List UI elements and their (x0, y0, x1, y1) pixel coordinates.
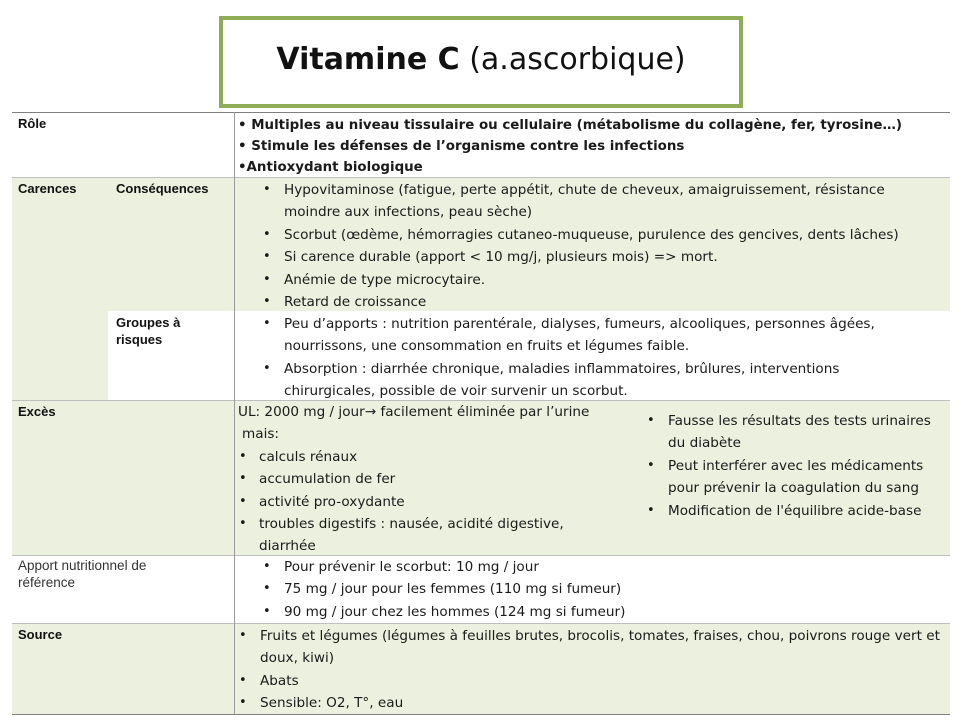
list-item: • Fruits et légumes (légumes à feuilles brutes, brocolis, tomates, fraises, chou, poivrons rouge vert et doux, kiwi) (236, 625, 948, 670)
title-main: Vitamine C (276, 41, 460, 77)
list-item: • Peut interférer avec les médicaments pour prévenir la coagulation du sang (644, 455, 944, 500)
list-item: • Abats (236, 670, 948, 692)
apport-list (260, 556, 924, 623)
label-source: Source (18, 627, 63, 642)
exces-right (644, 410, 944, 522)
exces-left (238, 401, 630, 558)
label-exces: Excès (18, 404, 56, 419)
label-groupes-line2: risques (116, 332, 163, 347)
exces-ul-prefix: UL: 2000 mg / jour (238, 404, 365, 420)
source-list (236, 625, 948, 715)
list-item: • Fausse les résultats des tests urinaires du diabète (644, 410, 944, 455)
list-item: • Absorption : diarrhée chronique, maladies inflammatoires, brûlures, interventions chirurgicales, possible de voir survenir un scorbut. (260, 358, 924, 403)
list-item: • 75 mg / jour pour les femmes (110 mg si fumeur) (260, 578, 924, 600)
label-apport (18, 557, 146, 591)
role-item: •Antioxydant biologique (238, 160, 423, 175)
list-item: • Scorbut (œdème, hémorragies cutaneo-muqueuse, purulence des gencives, dents lâches) (260, 224, 924, 246)
list-item: • Pour prévenir le scorbut: 10 mg / jour (260, 556, 924, 578)
list-item: • Peu d’apports : nutrition parentérale, dialyses, fumeurs, alcooliques, personnes âgées, nourrissons, une consommation en fruits et légumes faible. (260, 313, 924, 358)
list-item: • troubles digestifs : nausée, acidité digestive, diarrhée (236, 513, 579, 558)
list-item: • Sensible: O2, T°, eau (236, 692, 948, 714)
exces-ul-suffix: facilement éliminée par l’urine (376, 404, 590, 420)
label-role: Rôle (18, 116, 47, 131)
label-groupes-line1: Groupes à (116, 315, 181, 330)
role-item: • Stimule les défenses de l’organisme contre les infections (238, 139, 685, 154)
list-item: • Si carence durable (apport < 10 mg/j, plusieurs mois) => mort. (260, 246, 924, 268)
exces-mais: mais: (242, 426, 280, 443)
row-carences-label-bg (12, 311, 108, 400)
label-apport-line1: Apport nutritionnel de (18, 558, 147, 573)
list-item: • Anémie de type microcytaire. (260, 269, 924, 291)
exces-ul-line (238, 401, 630, 423)
title-sub: (a.ascorbique) (469, 41, 686, 77)
list-item: • Hypovitaminose (fatigue, perte appétit, chute de cheveux, amaigruissement, résistance moindre aux infections, peau sèche) (260, 179, 924, 224)
list-item: • Modification de l'équilibre acide-base (644, 500, 944, 522)
role-list (238, 115, 950, 178)
table-top-border (12, 112, 950, 113)
label-groupes-risques (116, 314, 180, 348)
list-item: • Retard de croissance (260, 291, 924, 313)
label-consequences: Conséquences (116, 181, 209, 196)
consequences-list (260, 179, 924, 313)
arrow-right-icon: → (364, 404, 377, 420)
label-carences: Carences (18, 181, 77, 196)
groupes-list (260, 313, 924, 403)
list-item: • accumulation de fer (236, 468, 630, 490)
label-apport-line2: référence (18, 575, 76, 590)
title-box (219, 16, 743, 108)
page-title (276, 42, 685, 77)
column-divider (234, 112, 235, 714)
role-item: • Multiples au niveau tissulaire ou cellulaire (métabolisme du collagène, fer, tyrosine…) (238, 118, 902, 133)
list-item: • calculs rénaux (236, 446, 630, 468)
list-item: • 90 mg / jour chez les hommes (124 mg si fumeur) (260, 601, 924, 623)
list-item: • activité pro-oxydante (236, 491, 630, 513)
